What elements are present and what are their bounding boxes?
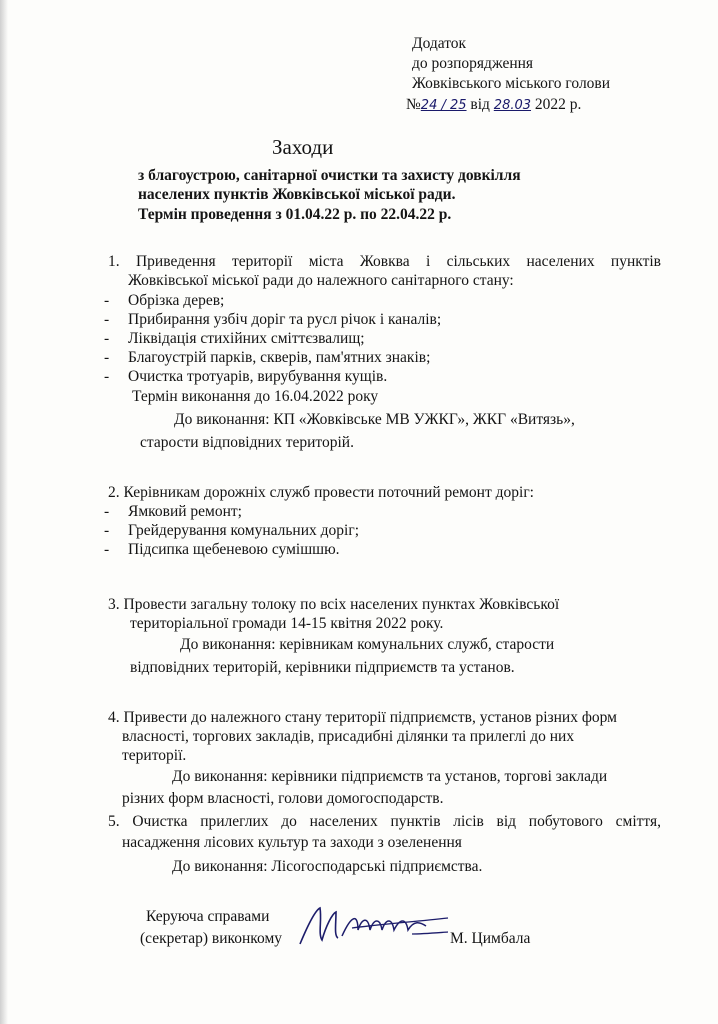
item-2-bullet-3: Підсипка щебеневою сумішшю. <box>128 541 340 558</box>
item-5-line-2: насадження лісових культур та заходи з озеленення <box>122 834 462 851</box>
item-4-line-3: території. <box>122 747 187 764</box>
handwritten-date: 28.03 <box>493 98 532 113</box>
item-2-bullet-2: Грейдерування комунальних доріг; <box>128 522 360 539</box>
scan-edge-shadow <box>0 0 8 1024</box>
bullet-mark: - <box>104 292 110 309</box>
number-prefix: № <box>406 96 421 113</box>
item-1-bullet-5: Очистка тротуарів, вирубування кущів. <box>128 368 388 385</box>
item-5-executor-1: До виконання: Лісогосподарські підприємства. <box>172 858 483 875</box>
header-line-1: Додаток <box>412 35 467 52</box>
handwritten-number: 24 / 25 <box>420 98 467 113</box>
subtitle-line-3: Термін проведення з 01.04.22 р. по 22.04.22 р. <box>138 206 452 223</box>
item-4-executor-2: різних форм власності, голови домогосподарств. <box>122 790 444 807</box>
item-1-bullet-2: Прибирання узбіч доріг та русл річок і каналів; <box>128 311 442 328</box>
header-year: 2022 р. <box>534 96 582 113</box>
subtitle-line-1: з благоустрою, санітарної очистки та захисту довкілля <box>138 167 521 184</box>
item-1-term: Термін виконання до 16.04.2022 року <box>132 388 379 405</box>
bullet-mark: - <box>104 503 110 520</box>
header-number-line <box>406 96 581 115</box>
item-2-bullet-1: Ямковий ремонт; <box>128 503 242 520</box>
item-1-executor-1: До виконання: КП «Жовківське МВ УЖКГ», ЖКГ «Витязь», <box>174 411 575 428</box>
item-5-line-1: 5. Очистка прилеглих до населених пунктів лісів від побутового сміття, <box>108 813 661 830</box>
signature-title-2: (секретар) виконкому <box>140 930 283 947</box>
item-1-line-1: 1. Приведення території міста Жовква і сільських населених пунктів <box>108 253 661 270</box>
bullet-mark: - <box>104 311 110 328</box>
item-1-executor-2: старости відповідних територій. <box>140 434 354 451</box>
signature-title-1: Керуюча справами <box>146 908 270 925</box>
signatory-name: М. Цимбала <box>450 930 531 947</box>
item-3-line-1: 3. Провести загальну толоку по всіх населених пунктах Жовківської <box>108 596 560 613</box>
date-prefix: від <box>470 96 490 113</box>
subtitle-line-2: населених пунктів Жовківської міської ради. <box>138 186 456 203</box>
item-4-line-2: власності, торгових закладів, присадибні ділянки та прилеглі до них <box>122 728 575 745</box>
bullet-mark: - <box>104 541 110 558</box>
item-1-bullet-4: Благоустрій парків, скверів, пам'ятних знаків; <box>128 349 431 366</box>
header-line-3: Жовківського міського голови <box>412 75 611 92</box>
item-3-line-2: територіальної громади 14-15 квітня 2022 року. <box>130 615 444 632</box>
bullet-mark: - <box>104 522 110 539</box>
document-title: Заходи <box>272 135 334 159</box>
bullet-mark: - <box>104 349 110 366</box>
item-1-bullet-1: Обрізка дерев; <box>128 292 225 309</box>
item-1-bullet-3: Ліквідація стихійних сміттєзвалищ; <box>128 330 365 347</box>
header-line-2: до розпорядження <box>412 55 534 72</box>
item-3-executor-1: До виконання: керівникам комунальних служб, старости <box>180 636 555 653</box>
handwritten-signature <box>292 900 452 950</box>
item-4-line-1: 4. Привести до належного стану території підприємств, установ різних форм <box>108 709 617 726</box>
item-2-line-1: 2. Керівникам дорожніх служб провести поточний ремонт доріг: <box>108 484 534 501</box>
item-1-line-2: Жовківської міської ради до належного санітарного стану: <box>128 272 514 289</box>
bullet-mark: - <box>104 330 110 347</box>
item-4-executor-1: До виконання: керівники підприємств та установ, торгові заклади <box>172 768 608 785</box>
bullet-mark: - <box>104 368 110 385</box>
item-3-executor-2: відповідних територій, керівники підприємств та установ. <box>130 659 515 676</box>
